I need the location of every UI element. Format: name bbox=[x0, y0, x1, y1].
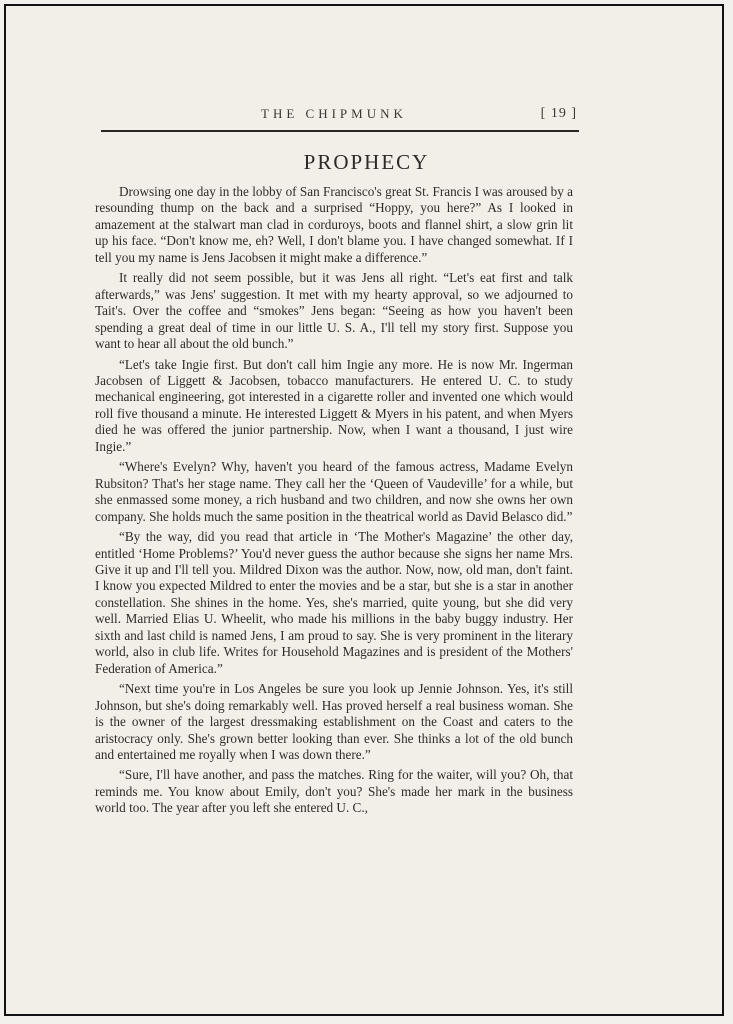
article-title: PROPHECY bbox=[303, 150, 430, 174]
paragraph: “Next time you're in Los Angeles be sure you look up Jennie Johnson. Yes, it's still Johnson, but she's doing remarkably well. Has proved herself a real business woman. She is the owner of the largest dressmaking establishment on the Coast and caters to the aristocracy only. She's grown better looking than ever. She thinks a lot of the old bunch and entertained me royally when I was down there.” bbox=[95, 681, 573, 762]
article-body bbox=[95, 184, 573, 821]
page-number: [ 19 ] bbox=[540, 106, 577, 121]
paragraph: “Sure, I'll have another, and pass the matches. Ring for the waiter, will you? Oh, that reminds me. You know about Emily, don't you? She's made her mark in the business world too. The year after you left she entered U. C., bbox=[95, 767, 573, 816]
running-title: THE CHIPMUNK bbox=[261, 106, 407, 121]
running-header bbox=[101, 104, 579, 132]
paragraph: “Let's take Ingie first. But don't call him Ingie any more. He is now Mr. Ingerman Jacobsen of Liggett & Jacobsen, tobacco manufacturers. He entered U. C. to study mechanical engineering, got interested in a cigarette roller and invented one which would roll five thousand a minute. He interested Liggett & Myers in his patent, and when Myers died he was offered the junior partnership. Now, when I want a thousand, I just wire Ingie.” bbox=[95, 356, 573, 454]
paragraph: “By the way, did you read that article in ‘The Mother's Magazine’ the other day, entitled ‘Home Problems?’ You'd never guess the author because she signs her name Mrs. Give it up and I'll tell you. Mildred Dixon was the author. Now, now, old man, don't faint. I know you expected Mildred to enter the movies and be a star, but she is a star in another constellation. She shines in the home. Yes, she's married, quite young, but she did very well. Married Elias U. Wheelit, who made his millions in the baby buggy industry. Her sixth and last child is named Jens, I am proud to say. She is very prominent in the literary world, also in club life. Writes for Household Magazines and is president of the Mothers' Federation of America.” bbox=[95, 529, 573, 676]
paragraph: “Where's Evelyn? Why, haven't you heard of the famous actress, Madame Evelyn Rubsiton? That's her stage name. They call her the ‘Queen of Vaudeville’ for a while, but she enmassed some money, a rich husband and two children, and now she owns her own company. She holds much the same position in the theatrical world as David Belasco did.” bbox=[95, 459, 573, 524]
paragraph: It really did not seem possible, but it was Jens all right. “Let's eat first and talk afterwards,” was Jens' suggestion. It met with my hearty approval, so we adjourned to Tait's. Over the coffee and “smokes” Jens began: “Seeing as how you haven't been spending a great deal of time in our little U. S. A., I'll tell my story first. Suppose you want to hear all about the old bunch.” bbox=[95, 270, 573, 352]
paragraph: Drowsing one day in the lobby of San Francisco's great St. Francis I was aroused by a resounding thump on the back and a surprised “Hoppy, you here?” As I looked in amazement at the stalwart man clad in corduroys, boots and flannel shirt, a slow grin lit up his face. “Don't know me, eh? Well, I don't blame you. I have changed somewhat. If I tell you my name is Jens Jacobsen it might make a difference.” bbox=[95, 184, 573, 265]
